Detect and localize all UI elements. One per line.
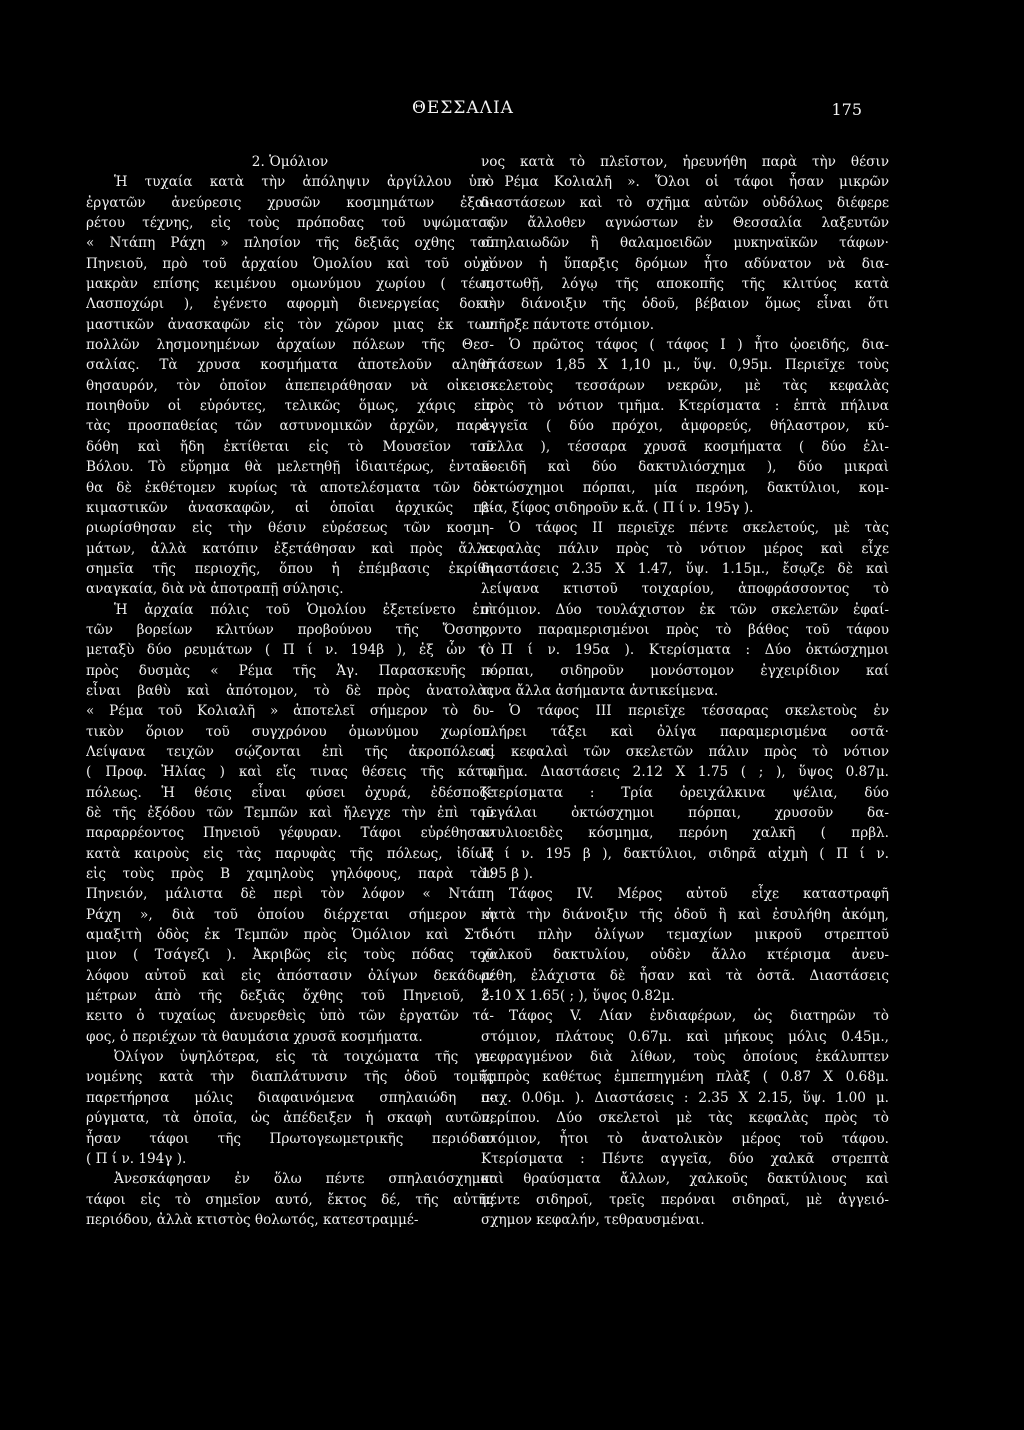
left-column [86,152,494,1230]
text-line: Λασποχώρι ), ἐγένετο αφορμὴ διενεργείας δοκι- [86,296,494,313]
text-line: μεταξὺ δύο ρευμάτων ( Π ί ν. 194β ), ἐξ ὧν τὸ [86,642,494,659]
text-line: διαστάσεις 2.35 Χ 1.47, ὕψ. 1.15μ., ἔσῳζε δὲ καὶ [481,560,889,577]
text-line: « Ντάπη Ράχη » πλησίον τῆς δεξιᾶς οχθης τοῦ [86,235,494,252]
text-line: μεγάλαι ὀκτώσχημοι πόρπαι, χρυσοῦν δα- [481,805,889,821]
text-line: Ἡ τυχαία κατὰ τὴν ἀπόληψιν ἀργίλλου ὑπὸ [114,174,494,191]
text-line: περιόδου, ἀλλὰ κτιστὸς θολωτός, κατεστραμμέ- [86,1211,419,1228]
text-line: εἰς τοὺς πρὸς Β χαμηλοὺς γηλόφους, παρὰ τὸν [86,866,494,883]
text-line: ἦσαν τάφοι τῆς Πρωτογεωμετρικῆς περιόδου [86,1130,494,1147]
page-number: 175 [831,100,862,119]
text-line: Ράχη », διὰ τοῦ ὁποίου διέρχεται σήμερον ἡ [86,906,494,923]
text-line: ὀκτώσχημοι πόρπαι, μία περόνη, δακτύλιοι, κομ- [481,479,889,496]
text-line: Πηνειοῦ, πρὸ τοῦ ἀρχαίου Ὁμολίου καὶ τοῦ οὐχὶ [86,255,494,272]
text-line: σχημον κεφαλήν, τεθραυσμέναι. [481,1211,705,1228]
text-line: σαλίας. Τὰ χρυσα κοσμήματα ἀποτελοῦν αληθῆ [86,357,494,374]
text-line: μάτων, ἀλλὰ κατόπιν ἐξετάθησαν καὶ πρὸς ἄλλα [86,540,494,557]
text-line: πρὸς τὸ νότιον τμῆμα. Κτερίσματα : ἑπτὰ πήλινα [481,398,889,415]
text-line: φος, ὁ περιέχων τὰ θαυμάσια χρυσᾶ κοσμήματα. [86,1028,423,1045]
text-line: νοντο παραμερισμένοι πρὸς τὸ βάθος τοῦ τάφου [481,621,889,638]
text-line: αναγκαία, διὰ νὰ ἀποτραπῇ σύλησις. [86,581,344,598]
text-line: κτυλιοειδὲς κόσμημα, περόνη χαλκῆ ( πρβλ. [481,825,889,842]
text-line: πεφραγμένον διὰ λίθων, τοὺς ὁποίους ἐκάλυπτεν [481,1049,889,1066]
text-line: πρὸς δυσμὰς « Ρέμα τῆς Ἁγ. Παρασκευῆς » [86,662,494,679]
text-line: παρετήρησα μόλις διαφαινόμενα σπηλαιώδη ο- [86,1089,494,1106]
text-line: τὰς προσπαθείας τῶν αστυνομικῶν ἀρχῶν, παρε- [86,418,494,435]
text-line: Ὁ τάφος ΙΙ περιεῖχε πέντε σκελετούς, μὲ τὰς [509,520,889,537]
text-line: πόλεως. Ἡ θέσις εἶναι φύσει ὀχυρά, ἐδέσποζε [86,784,494,801]
text-line: πέντε σιδηροῖ, τρεῖς περόναι σιδηραῖ, μὲ ἀγγειό- [481,1191,889,1208]
text-line: στόμιον. Δύο τουλάχιστον ἐκ τῶν σκελετῶν ἐφαί- [481,601,889,618]
text-line: τινα ἄλλα ἀσήμαντα ἀντικείμενα. [481,682,719,699]
text-line: βία, ξίφος σιδηροῦν κ.ἄ. ( Π ί ν. 195γ ). [481,499,754,516]
text-line: Κτερίσματα : Τρία ὀρειχάλκινα ψέλια, δύο [481,784,889,801]
text-line: Ἡ ἀρχαία πόλις τοῦ Ὁμολίου ἐξετείνετο ἐπὶ [114,601,494,618]
text-line: 2.10 Χ 1.65( ; ), ὕψος 0.82μ. [481,988,675,1005]
text-line: τικὸν ὅριον τοῦ συγχρόνου ὁμωνύμου χωρίου. [86,723,494,740]
text-line: ( Π ί ν. 194γ ). [86,1150,187,1167]
text-line: « Ρέμα τοῦ Κολιαλῆ » ἀποτελεῖ σήμερον τὸ δυ- [86,703,494,720]
text-line: καὶ θραύσματα ἄλλων, χαλκοῦς δακτύλιους καὶ [481,1171,889,1188]
text-line: 2. Ὁμόλιον [251,154,329,170]
text-line: πελλα ), τέσσαρα χρυσᾶ κοσμήματα ( δύο ἑλι- [481,438,889,455]
text-line: δόθη καὶ ἤδη ἐκτίθεται εἰς τὸ Μουσεῖον τοῦ [86,438,494,455]
text-line: ρύγματα, τὰ ὁποῖα, ὡς ἀπέδειξεν ἡ σκαφὴ αυτῶν, [86,1110,494,1127]
text-line: πολλῶν λησμονημένων ἀρχαίων πόλεων τῆς Θεσ- [86,337,494,354]
text-line: παχ. 0.06μ. ). Διαστάσεις : 2.35 Χ 2.15, ὕψ. 1.00 μ. [481,1089,889,1106]
text-line: ἐργατῶν ἀνεύρεσις χρυσῶν κοσμημάτων ἐξαι- [86,194,494,211]
text-line: Τάφος IV. Μέρος αὐτοῦ εἶχε καταστραφῆ [509,886,889,903]
text-line: ρέτου τέχνης, εἰς τοὺς πρόποδας τοῦ υψώματος [86,215,494,232]
text-line: σκελετοὺς τεσσάρων νεκρῶν, μὲ τὰς κεφαλὰς [481,377,889,394]
text-line: παραρρέοντος Πηνειοῦ γέφυραν. Τάφοι εὑρέθησαν [86,825,494,842]
text-line: σημεῖα τῆς περιοχῆς, ὅπου ἡ ἐπέμβασις ἐκρίθη [86,560,494,577]
text-line: τῶν ἄλλοθεν αγνώστων ἐν Θεσσαλία λαξευτῶν [481,215,889,232]
text-line: Ὁ πρῶτος τάφος ( τάφος Ι ) ἦτο ᾠοειδής, δια- [509,337,889,354]
text-line: κεφαλὰς πάλιν πρὸς τὸ νότιον μέρος καὶ εἶχε [481,540,889,557]
text-line: Λείψανα τειχῶν σῴζονται ἐπὶ τῆς ἀκροπόλεως [86,743,494,760]
text-line: χαλκοῦ δακτυλίου, οὐδὲν ἄλλο κτέρισμα ἀνευ- [481,947,889,964]
text-line: λείψανα κτιστοῦ τοιχαρίου, ἀποφράσσοντος τὸ [481,581,889,598]
text-line: νος κατὰ τὸ πλεῖστον, ἠρευνήθη παρὰ τὴν θέσιν [481,154,889,170]
text-line: Ὁ τάφος ΙΙΙ περιεῖχε τέσσαρας σκελετοὺς ἐν [509,703,889,720]
text-line: στάσεων 1,85 Χ 1,10 μ., ὕψ. 0,95μ. Περιεῖχε τοὺς [481,357,889,374]
text-line: ( Π ί ν. 195α ). Κτερίσματα : Δύο ὀκτώσχημοι [481,642,889,659]
text-line: θησαυρόν, τὸν ὁποῖον ἀπεπειράθησαν νὰ οἰκειο- [86,377,494,394]
text-line: τὴν διάνοιξιν τῆς ὁδοῦ, βέβαιον ὅμως εἶναι ὅτι [481,296,889,313]
text-line: μόνον ἡ ὕπαρξις δρόμων ἦτο αδύνατον νὰ δια- [481,255,889,272]
running-title: ΘΕΣΣΑΛΙΑ [412,98,514,118]
text-line: μακρὰν επίσης κειμένου ομωνύμου χωρίου ( τέως [86,276,494,293]
text-line: ἀγγεῖα ( δύο πρόχοι, ἀμφορεύς, θήλαστρον, κύ- [481,418,889,435]
text-line: μέτρων ἀπὸ τῆς δεξιᾶς ὄχθης τοῦ Πηνειοῦ, ἔ- [86,988,494,1005]
text-line: τμῆμα. Διαστάσεις 2.12 Χ 1.75 ( ; ), ὕψος 0.87μ. [481,764,889,781]
text-line: κιμαστικῶν ἀνασκαφῶν, αἱ ὁποῖαι ἀρχικῶς πε- [86,499,494,516]
text-line: Ὀλίγον ὑψηλότερα, εἰς τὰ τοιχώματα τῆς γε- [114,1049,494,1066]
text-line: πιστωθῇ, λόγῳ τῆς αποκοπῆς τῆς κλιτύος κατὰ [481,276,889,293]
text-line: αἱ κεφαλαὶ τῶν σκελετῶν πάλιν πρὸς τὸ νότιον [481,743,889,760]
text-line: ( Προφ. Ἠλίας ) καὶ εἴς τινας θέσεις τῆς κάτω [86,764,494,781]
text-line: ποιηθοῦν οἱ εὑρόντες, τελικῶς ὅμως, χάρις εἰς [86,398,494,415]
text-line: τῶν βορείων κλιτύων προβούνου τῆς Ὄσσης, [86,621,494,638]
text-line: ἔμπρὸς καθέτως ἐμπεπηγμένη πλὰξ ( 0.87 Χ 0.68μ. [481,1069,889,1086]
text-line: σπηλαιωδῶν ἢ θαλαμοειδῶν μυκηναϊκῶν τάφων· [481,235,889,252]
text-line: μαστικῶν ἀνασκαφῶν εἰς τὸν χῶρον μιας ἐκ των [86,316,494,333]
text-line: διότι πλὴν ὀλίγων τεμαχίων μικροῦ στρεπτοῦ [481,927,889,944]
text-line: Πηνειόν, μάλιστα δὲ περὶ τὸν λόφον « Ντάπη [86,886,494,903]
text-line: θα δὲ ἐκθέτομεν κυρίως τὰ αποτελέσματα τῶν δο- [86,479,494,496]
text-line: κειτο ὁ τυχαίως ἀνευρεθεὶς ὑπὸ τῶν ἐργατῶν τά- [86,1008,494,1025]
text-line: νομένης κατὰ τὴν διαπλάτυνσιν τῆς ὁδοῦ τομῆς [86,1069,494,1086]
text-line: ρέθη, ἐλάχιστα δὲ ἦσαν καὶ τὰ ὀστᾶ. Διαστάσεις [481,967,889,984]
text-line: « Ρέμα Κολιαλῆ ». Ὅλοι οἱ τάφοι ἦσαν μικρῶν [481,174,889,191]
text-line: Κτερίσματα : Πέντε αγγεῖα, δύο χαλκᾶ στρεπτὰ [481,1150,889,1167]
text-line: υπῆρξε πάντοτε στόμιον. [481,316,655,333]
text-line: πλήρει τάξει καὶ ὀλίγα παραμερισμένα οστᾶ· [481,723,889,740]
text-line: στόμιον, ἦτοι τὸ ἀνατολικὸν μέρος τοῦ τάφου. [481,1130,889,1147]
text-line: Π ί ν. 195 β ), δακτύλιοι, σιδηρᾶ αἰχμὴ ( Π ί ν. [481,845,889,862]
text-line: διαστάσεων καὶ τὸ σχῆμα αὐτῶν οὐδόλως διέφερε [481,194,889,211]
text-line: λόφου αὐτοῦ καὶ εἰς ἀπόστασιν ὀλίγων δεκάδων [86,967,494,984]
text-line: τάφοι εἰς τὸ σημεῖον αυτό, ἔκτος δέ, τῆς αὐτῆς [86,1191,494,1208]
text-line: Ἀνεσκάφησαν ἐν ὅλω πέντε σπηλαιόσχημοι [114,1171,494,1188]
text-line: μιον ( Τσάγεζι ). Ἀκριβῶς εἰς τοὺς πόδας τοῦ [86,947,494,964]
text-line: κατὰ καιροὺς εἰς τὰς παρυφὰς τῆς πόλεως, ἰδίως [86,845,494,862]
text-line: αμαξιτὴ ὁδὸς ἐκ Τεμπῶν πρὸς Ὁμόλιον καὶ Στό- [86,927,494,944]
text-line: Βόλου. Τὸ εὕρημα θὰ μελετηθῇ ἰδιαιτέρως, ἐνταῦ- [86,459,494,476]
text-line: στόμιον, πλάτους 0.67μ. καὶ μήκους μόλις 0.45μ., [481,1028,889,1045]
text-line: κοειδῆ καὶ δύο δακτυλιόσχημα ), δύο μικραὶ [481,459,889,476]
text-line: περίπου. Δύο σκελετοὶ μὲ τὰς κεφαλὰς πρὸς τὸ [481,1110,889,1127]
text-line: πόρπαι, σιδηροῦν μονόστομον ἐγχειρίδιον καί [481,662,889,679]
page-header [0,98,1024,128]
text-line: δὲ τῆς ἐξόδου τῶν Τεμπῶν καὶ ἤλεγχε τὴν ἐπὶ τοῦ [86,805,494,821]
text-line: Τάφος V. Λίαν ἐνδιαφέρων, ὡς διατηρῶν τὸ [509,1008,889,1025]
text-line: εἶναι βαθὺ καὶ ἀπότομον, τὸ δὲ πρὸς ἀνατολὰς [86,682,494,699]
text-line: ριωρίσθησαν εἰς τὴν θέσιν εὑρέσεως τῶν κοσμη- [86,520,494,537]
text-line: κατὰ τὴν διάνοιξιν τῆς ὁδοῦ ἢ καὶ ἐσυλήθη ἀκόμη, [481,906,889,923]
text-line: 195 β ). [481,866,534,883]
right-column [481,152,889,1230]
